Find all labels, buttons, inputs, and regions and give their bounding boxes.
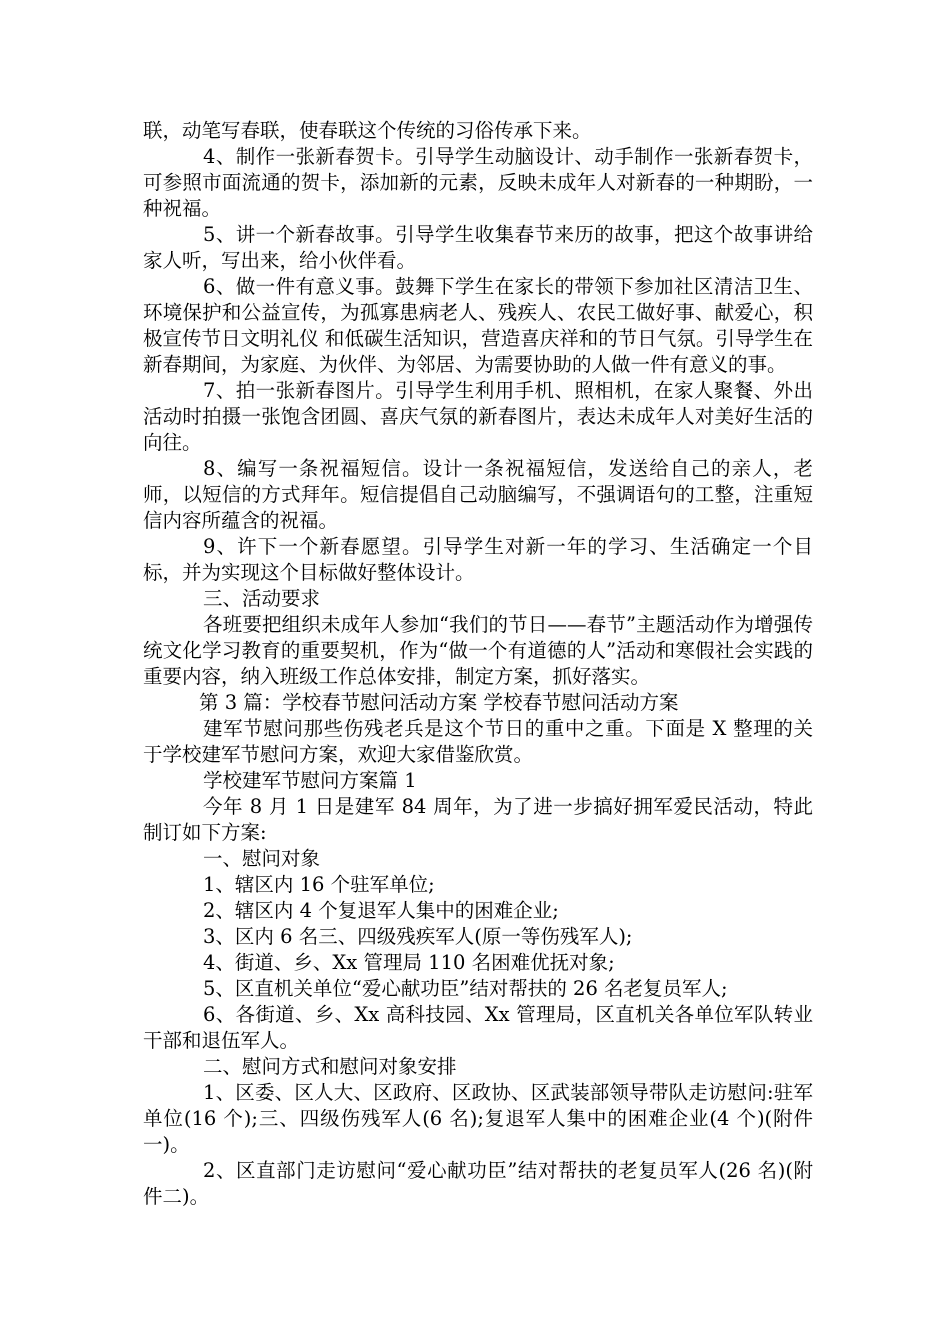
list-item: 3、区内 6 名三、四级残疾军人(原一等伤残军人); [203,925,633,948]
list-item: 2、辖区内 4 个复退军人集中的困难企业; [203,899,559,922]
paragraph: 4、制作一张新春贺卡。引导学生动脑设计、动手制作一张新春贺卡，可参照市面流通的贺卡，添加新的元素，反映未成年人对新春的一种期盼，一种祝福。 [143,145,813,220]
list-item: 6、各街道、乡、Xx 高科技园、Xx 管理局，区直机关各单位军队转业干部和退伍军人。 [143,1003,813,1052]
paragraph: 7、拍一张新春图片。引导学生利用手机、照相机，在家人聚餐、外出活动时拍摄一张饱含团圆、喜庆气氛的新春图片，表达未成年人对美好生活的向往。 [143,379,813,454]
section-heading: 三、活动要求 [203,587,321,610]
article-title: 第 3 篇：学校春节慰问活动方案 学校春节慰问活动方案 [199,691,679,714]
paragraph: 9、许下一个新春愿望。引导学生对新一年的学习、生活确定一个目标，并为实现这个目标做好整体设计。 [143,535,813,584]
document-body [143,118,813,1210]
paragraph: 8、编写一条祝福短信。设计一条祝福短信，发送给自己的亲人，老师，以短信的方式拜年。短信提倡自己动脑编写，不强调语句的工整，注重短信内容所蕴含的祝福。 [143,457,813,532]
paragraph: 建军节慰问那些伤残老兵是这个节日的重中之重。下面是 X 整理的关于学校建军节慰问方案，欢迎大家借鉴欣赏。 [143,717,813,766]
paragraph: 6、做一件有意义事。鼓舞下学生在家长的带领下参加社区清洁卫生、环境保护和公益宣传，为孤寡患病老人、残疾人、农民工做好事、献爱心，积极宣传节日文明礼仪 和低碳生活知识，营造喜庆祥和的节日气氛。引导学生在新春期间，为家庭、为伙伴、为邻居、为需要协助的人做一件有意义的事。 [143,275,813,376]
sub-title: 学校建军节慰问方案篇 1 [203,769,417,792]
list-item: 2、区直部门走访慰问“爱心献功臣”结对帮扶的老复员军人(26 名)(附件二)。 [143,1159,813,1208]
list-item: 4、街道、乡、Xx 管理局 110 名困难优抚对象; [203,951,615,974]
section-heading: 二、慰问方式和慰问对象安排 [203,1055,457,1078]
list-item: 5、区直机关单位“爱心献功臣”结对帮扶的 26 名老复员军人; [203,977,728,1000]
paragraph: 5、讲一个新春故事。引导学生收集春节来历的故事，把这个故事讲给家人听，写出来，给小伙伴看。 [143,223,813,272]
list-item: 1、区委、区人大、区政府、区政协、区武装部领导带队走访慰问:驻军单位(16 个);三、四级伤残军人(6 名);复退军人集中的困难企业(4 个)(附件一)。 [143,1081,813,1156]
paragraph: 联，动笔写春联，使春联这个传统的习俗传承下来。 [143,119,592,142]
paragraph: 各班要把组织未成年人参加“我们的节日——春节”主题活动作为增强传统文化学习教育的重要契机，作为“做一个有道德的人”活动和寒假社会实践的重要内容，纳入班级工作总体安排，制定方案，抓好落实。 [143,613,813,688]
section-heading: 一、慰问对象 [203,847,321,870]
paragraph: 今年 8 月 1 日是建军 84 周年，为了进一步搞好拥军爱民活动，特此制订如下方案: [143,795,813,844]
list-item: 1、辖区内 16 个驻军单位; [203,873,435,896]
